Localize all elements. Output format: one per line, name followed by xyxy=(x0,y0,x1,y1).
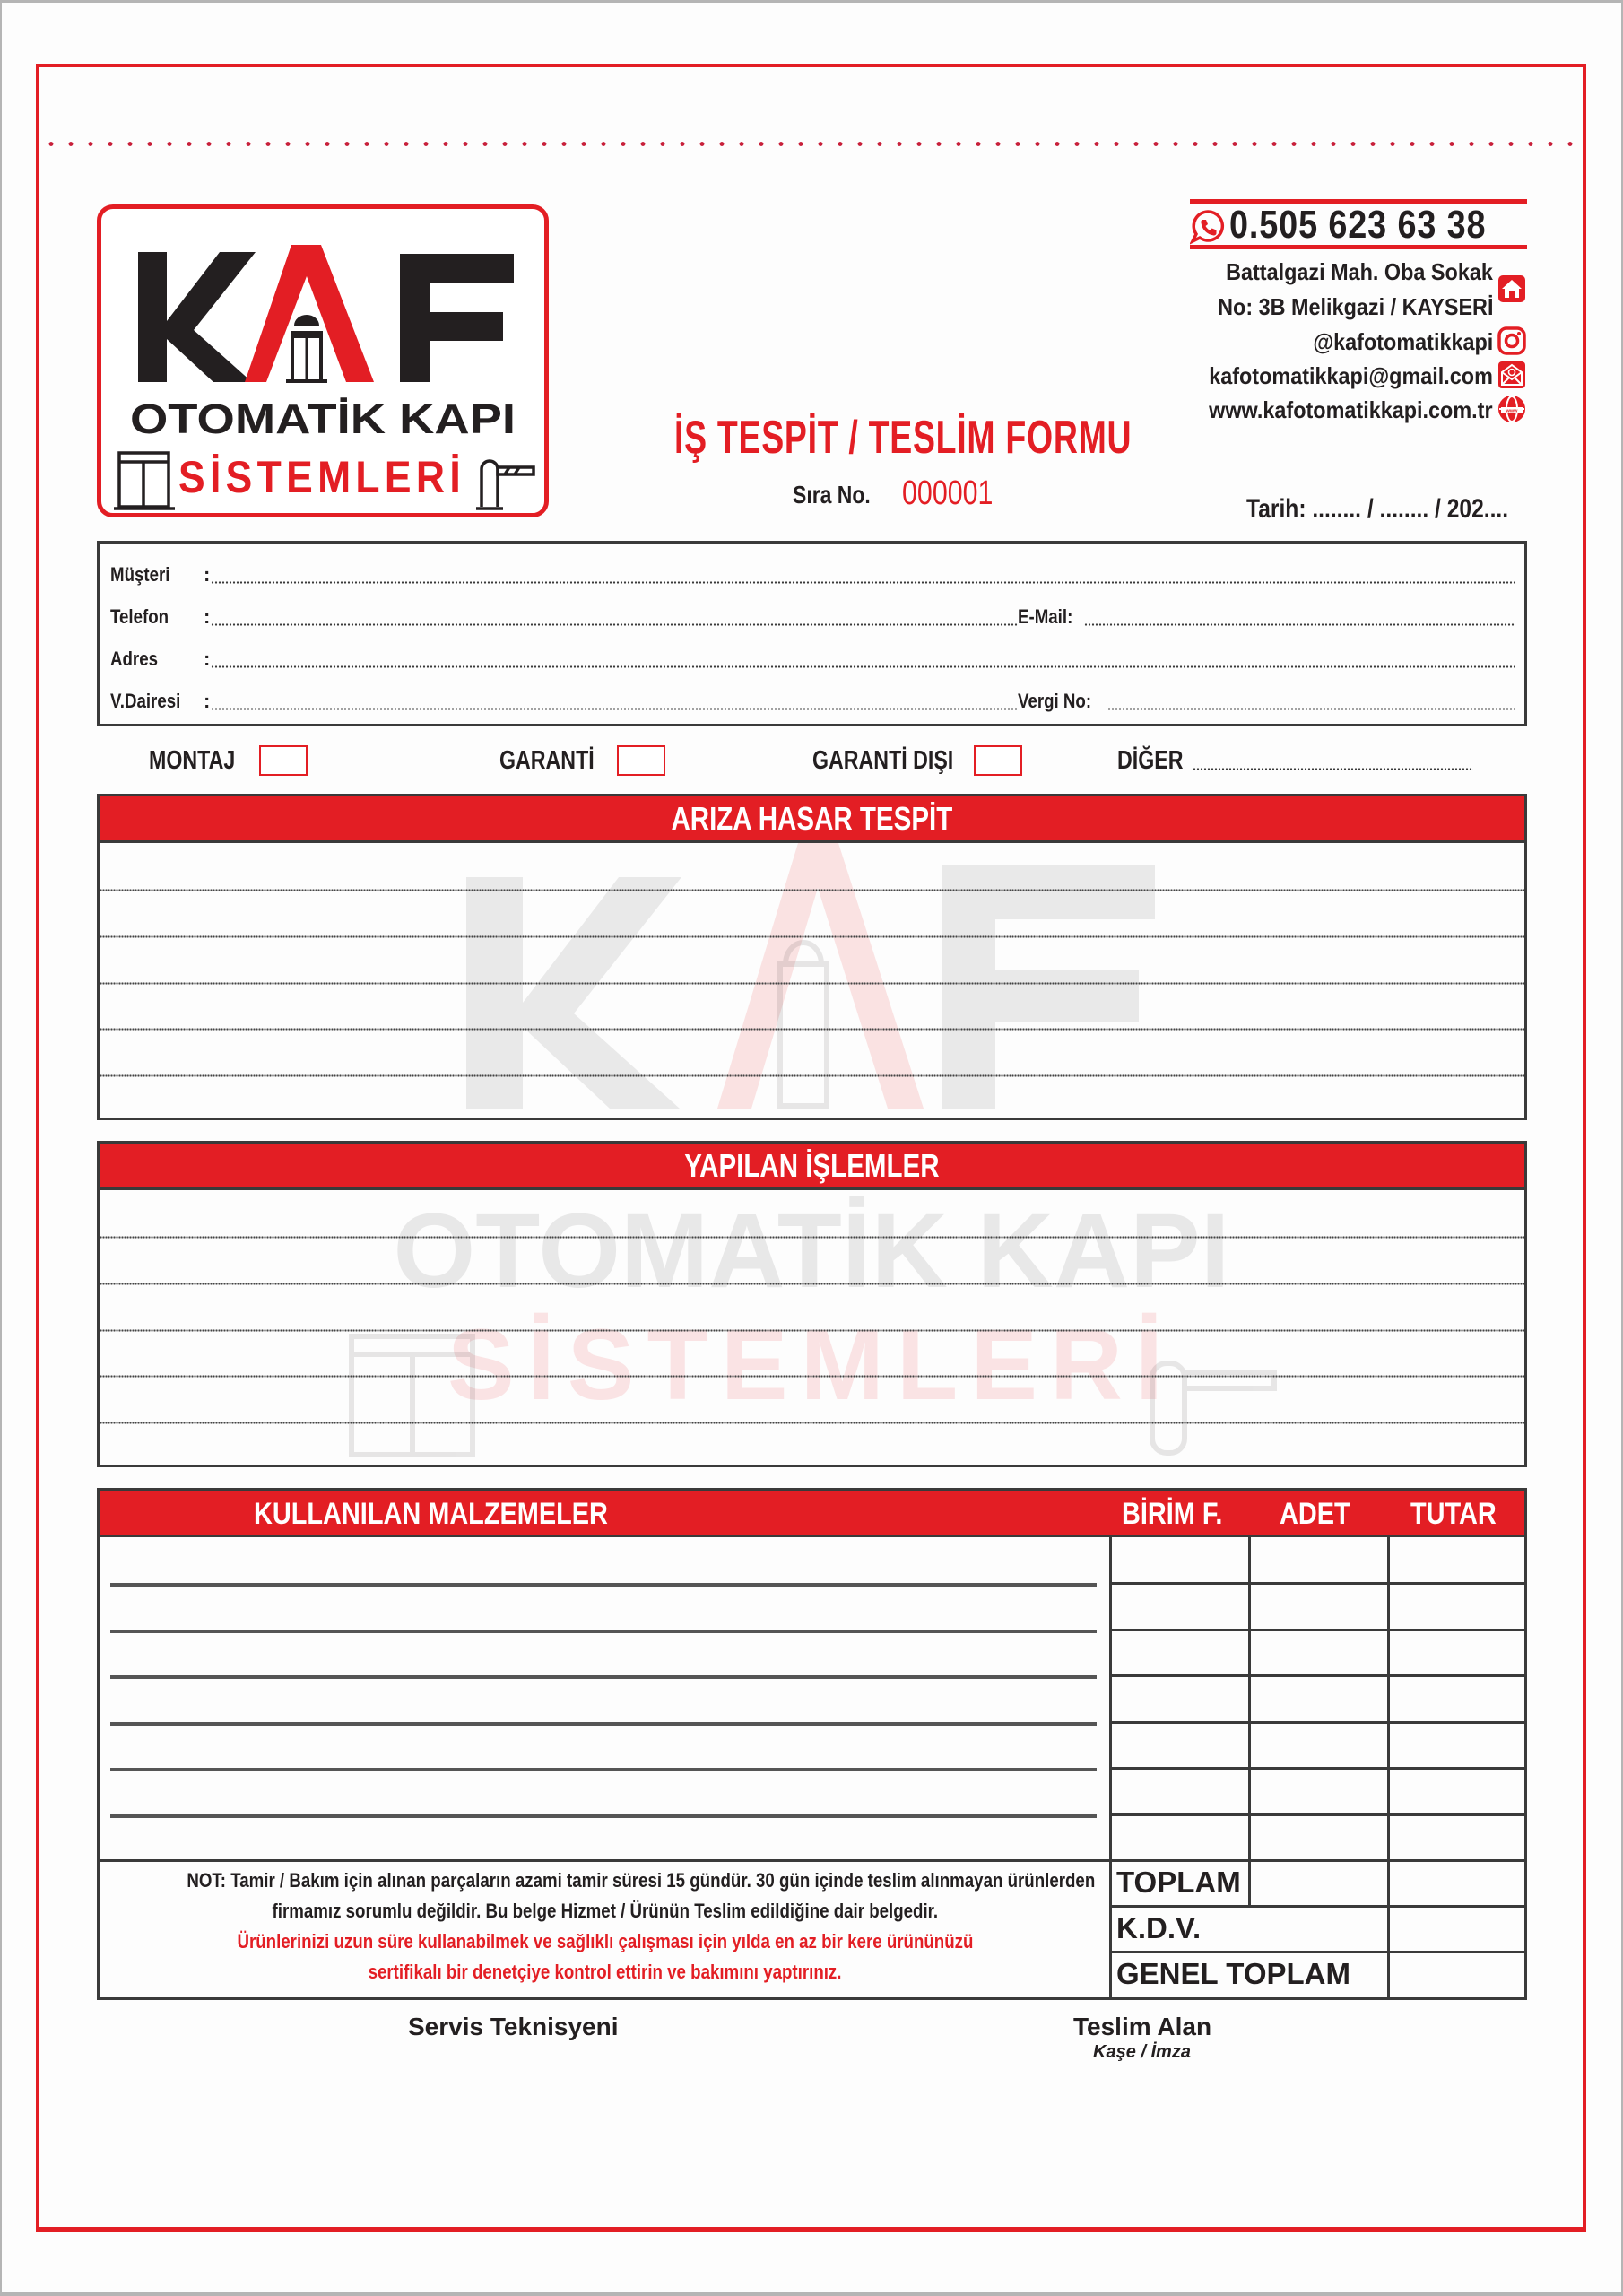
phone-bar xyxy=(1190,199,1527,249)
write-line[interactable] xyxy=(100,889,1524,891)
logo-f xyxy=(400,254,514,382)
diger-label: DİĞER xyxy=(1117,746,1184,775)
materials-header xyxy=(100,1491,1524,1537)
write-line[interactable] xyxy=(100,1028,1524,1031)
fault-damage-section xyxy=(97,794,1527,1120)
tax-number-input-line[interactable] xyxy=(1107,708,1515,710)
email-label: E-Mail: xyxy=(1018,605,1073,628)
montaj-checkbox[interactable] xyxy=(259,745,308,776)
garanti-disi-label: GARANTİ DIŞI xyxy=(812,746,954,775)
write-line[interactable] xyxy=(100,1329,1524,1332)
write-line[interactable] xyxy=(100,1422,1524,1424)
date-field[interactable]: Tarih: ........ / ........ / 202.... xyxy=(1246,494,1509,524)
vat-label: K.D.V. xyxy=(1116,1911,1202,1944)
materials-section xyxy=(97,1488,1527,2000)
tax-office-input-line[interactable] xyxy=(211,708,1018,710)
phone-label: Telefon xyxy=(110,605,169,628)
section-title xyxy=(100,800,1524,838)
home-icon xyxy=(1497,274,1526,303)
logo-line2: OTOMATİK KAPI xyxy=(130,396,516,442)
write-line[interactable] xyxy=(100,982,1524,985)
logo-graphic xyxy=(101,209,544,513)
grid-line xyxy=(1109,1721,1524,1724)
section-header xyxy=(100,1144,1524,1190)
logo-k xyxy=(138,252,256,382)
column-unit-price: BİRİM F. xyxy=(1122,1497,1223,1531)
total-label: TOPLAM xyxy=(1116,1866,1241,1899)
material-line[interactable] xyxy=(110,1814,1097,1818)
work-done-title: YAPILAN İŞLEMLER xyxy=(684,1147,940,1184)
grid-line xyxy=(1109,1951,1524,1953)
material-line[interactable] xyxy=(110,1722,1097,1726)
colon: : xyxy=(204,563,211,586)
colon: : xyxy=(204,690,211,712)
section-title xyxy=(100,1147,1524,1185)
company-logo xyxy=(97,204,549,517)
form-title: İŞ TESPİT / TESLİM FORMU xyxy=(674,412,1133,464)
email-icon xyxy=(1497,361,1526,389)
material-line[interactable] xyxy=(110,1675,1097,1679)
write-line[interactable] xyxy=(100,1074,1524,1077)
perforation-line xyxy=(41,142,1580,146)
receiver-signature: Teslim Alan xyxy=(1073,2013,1212,2040)
address-label: Adres xyxy=(110,648,159,670)
column-total: TUTAR xyxy=(1410,1497,1497,1531)
whatsapp-icon xyxy=(1190,209,1226,245)
logo-a xyxy=(245,245,374,382)
address-line-1: Battalgazi Mah. Oba Sokak xyxy=(1226,258,1493,285)
write-line[interactable] xyxy=(100,1236,1524,1239)
email-input-line[interactable] xyxy=(1084,623,1515,626)
grid-line xyxy=(1109,1582,1524,1585)
tax-row[interactable] xyxy=(100,690,1524,717)
instagram-icon xyxy=(1497,326,1526,355)
svg-text:www: www xyxy=(1506,408,1518,414)
montaj-label: MONTAJ xyxy=(149,746,236,775)
grid-line xyxy=(1109,1767,1524,1770)
stamp-signature-label: Kaşe / İmza xyxy=(1093,2042,1191,2062)
phone-number: 0.505 623 63 38 xyxy=(1229,203,1487,247)
grid-line xyxy=(1109,1813,1524,1816)
sliding-door-icon xyxy=(114,453,175,509)
grid-line xyxy=(1109,1674,1524,1677)
note-line-4: sertifikalı bir denetçiye kontrol ettirin ve bakımını yaptırınız. xyxy=(369,1961,842,1983)
materials-title: KULLANILAN MALZEMELER xyxy=(254,1497,608,1531)
phone-email-row[interactable] xyxy=(100,605,1524,632)
globe-icon xyxy=(1497,395,1526,423)
website[interactable]: www.kafotomatikkapi.com.tr xyxy=(1209,396,1493,423)
watermark-sistemleri: SİSTEMLERİ xyxy=(447,1309,1176,1421)
serial-label: Sıra No. xyxy=(793,481,871,509)
customer-label: Müşteri xyxy=(110,563,170,586)
email-address[interactable]: kafotomatikkapi@gmail.com xyxy=(1209,362,1493,389)
grid-line xyxy=(1109,1629,1524,1631)
customer-input-line[interactable] xyxy=(211,581,1515,584)
note-line-1: NOT: Tamir / Bakım için alınan parçaların azami tamir süresi 15 gündür. 30 gün içinde teslim alınmayan ürünlerden xyxy=(187,1869,1096,1892)
customer-row[interactable] xyxy=(100,563,1524,590)
tax-office-label: V.Dairesi xyxy=(110,690,181,712)
material-line[interactable] xyxy=(110,1583,1097,1587)
phone-input-line[interactable] xyxy=(211,623,1018,626)
garanti-disi-checkbox[interactable] xyxy=(974,745,1022,776)
grid-line xyxy=(100,1859,1524,1862)
tax-number-label: Vergi No: xyxy=(1018,690,1092,712)
note-line-2: firmamız sorumlu değildir. Bu belge Hizmet / Ürünün Teslim edildiğine dair belgedir. xyxy=(272,1900,939,1922)
write-line[interactable] xyxy=(100,935,1524,938)
note-line-3: Ürünlerinizi uzun süre kullanabilmek ve sağlıklı çalışması için yılda en az bir kere ürününüzü xyxy=(237,1930,974,1952)
material-line[interactable] xyxy=(110,1768,1097,1771)
material-line[interactable] xyxy=(110,1630,1097,1633)
grand-total-label: GENEL TOPLAM xyxy=(1116,1957,1350,1990)
grid-line xyxy=(1109,1905,1524,1908)
section-header xyxy=(100,796,1524,843)
address-row[interactable] xyxy=(100,648,1524,674)
barrier-icon xyxy=(476,461,534,509)
address-line-2: No: 3B Melikgazi / KAYSERİ xyxy=(1217,293,1493,320)
work-done-section xyxy=(97,1141,1527,1467)
column-quantity: ADET xyxy=(1280,1497,1350,1531)
address-input-line[interactable] xyxy=(211,665,1515,668)
garanti-label: GARANTİ xyxy=(499,746,595,775)
logo-line3: SİSTEMLERİ xyxy=(178,452,465,502)
write-line[interactable] xyxy=(100,1283,1524,1285)
write-line[interactable] xyxy=(100,1375,1524,1378)
colon: : xyxy=(204,648,211,670)
instagram-handle[interactable]: @kafotomatikkapi xyxy=(1313,328,1493,355)
garanti-checkbox[interactable] xyxy=(617,745,665,776)
logo-door-icon xyxy=(286,315,327,383)
service-technician-signature: Servis Teknisyeni xyxy=(408,2013,619,2040)
fault-damage-title: ARIZA HASAR TESPİT xyxy=(671,800,953,837)
serial-number: 000001 xyxy=(902,474,994,512)
colon: : xyxy=(204,605,211,628)
watermark-otomatik: OTOMATİK KAPI xyxy=(393,1192,1230,1310)
customer-info-box xyxy=(97,541,1527,726)
diger-input-line[interactable] xyxy=(1193,768,1473,770)
